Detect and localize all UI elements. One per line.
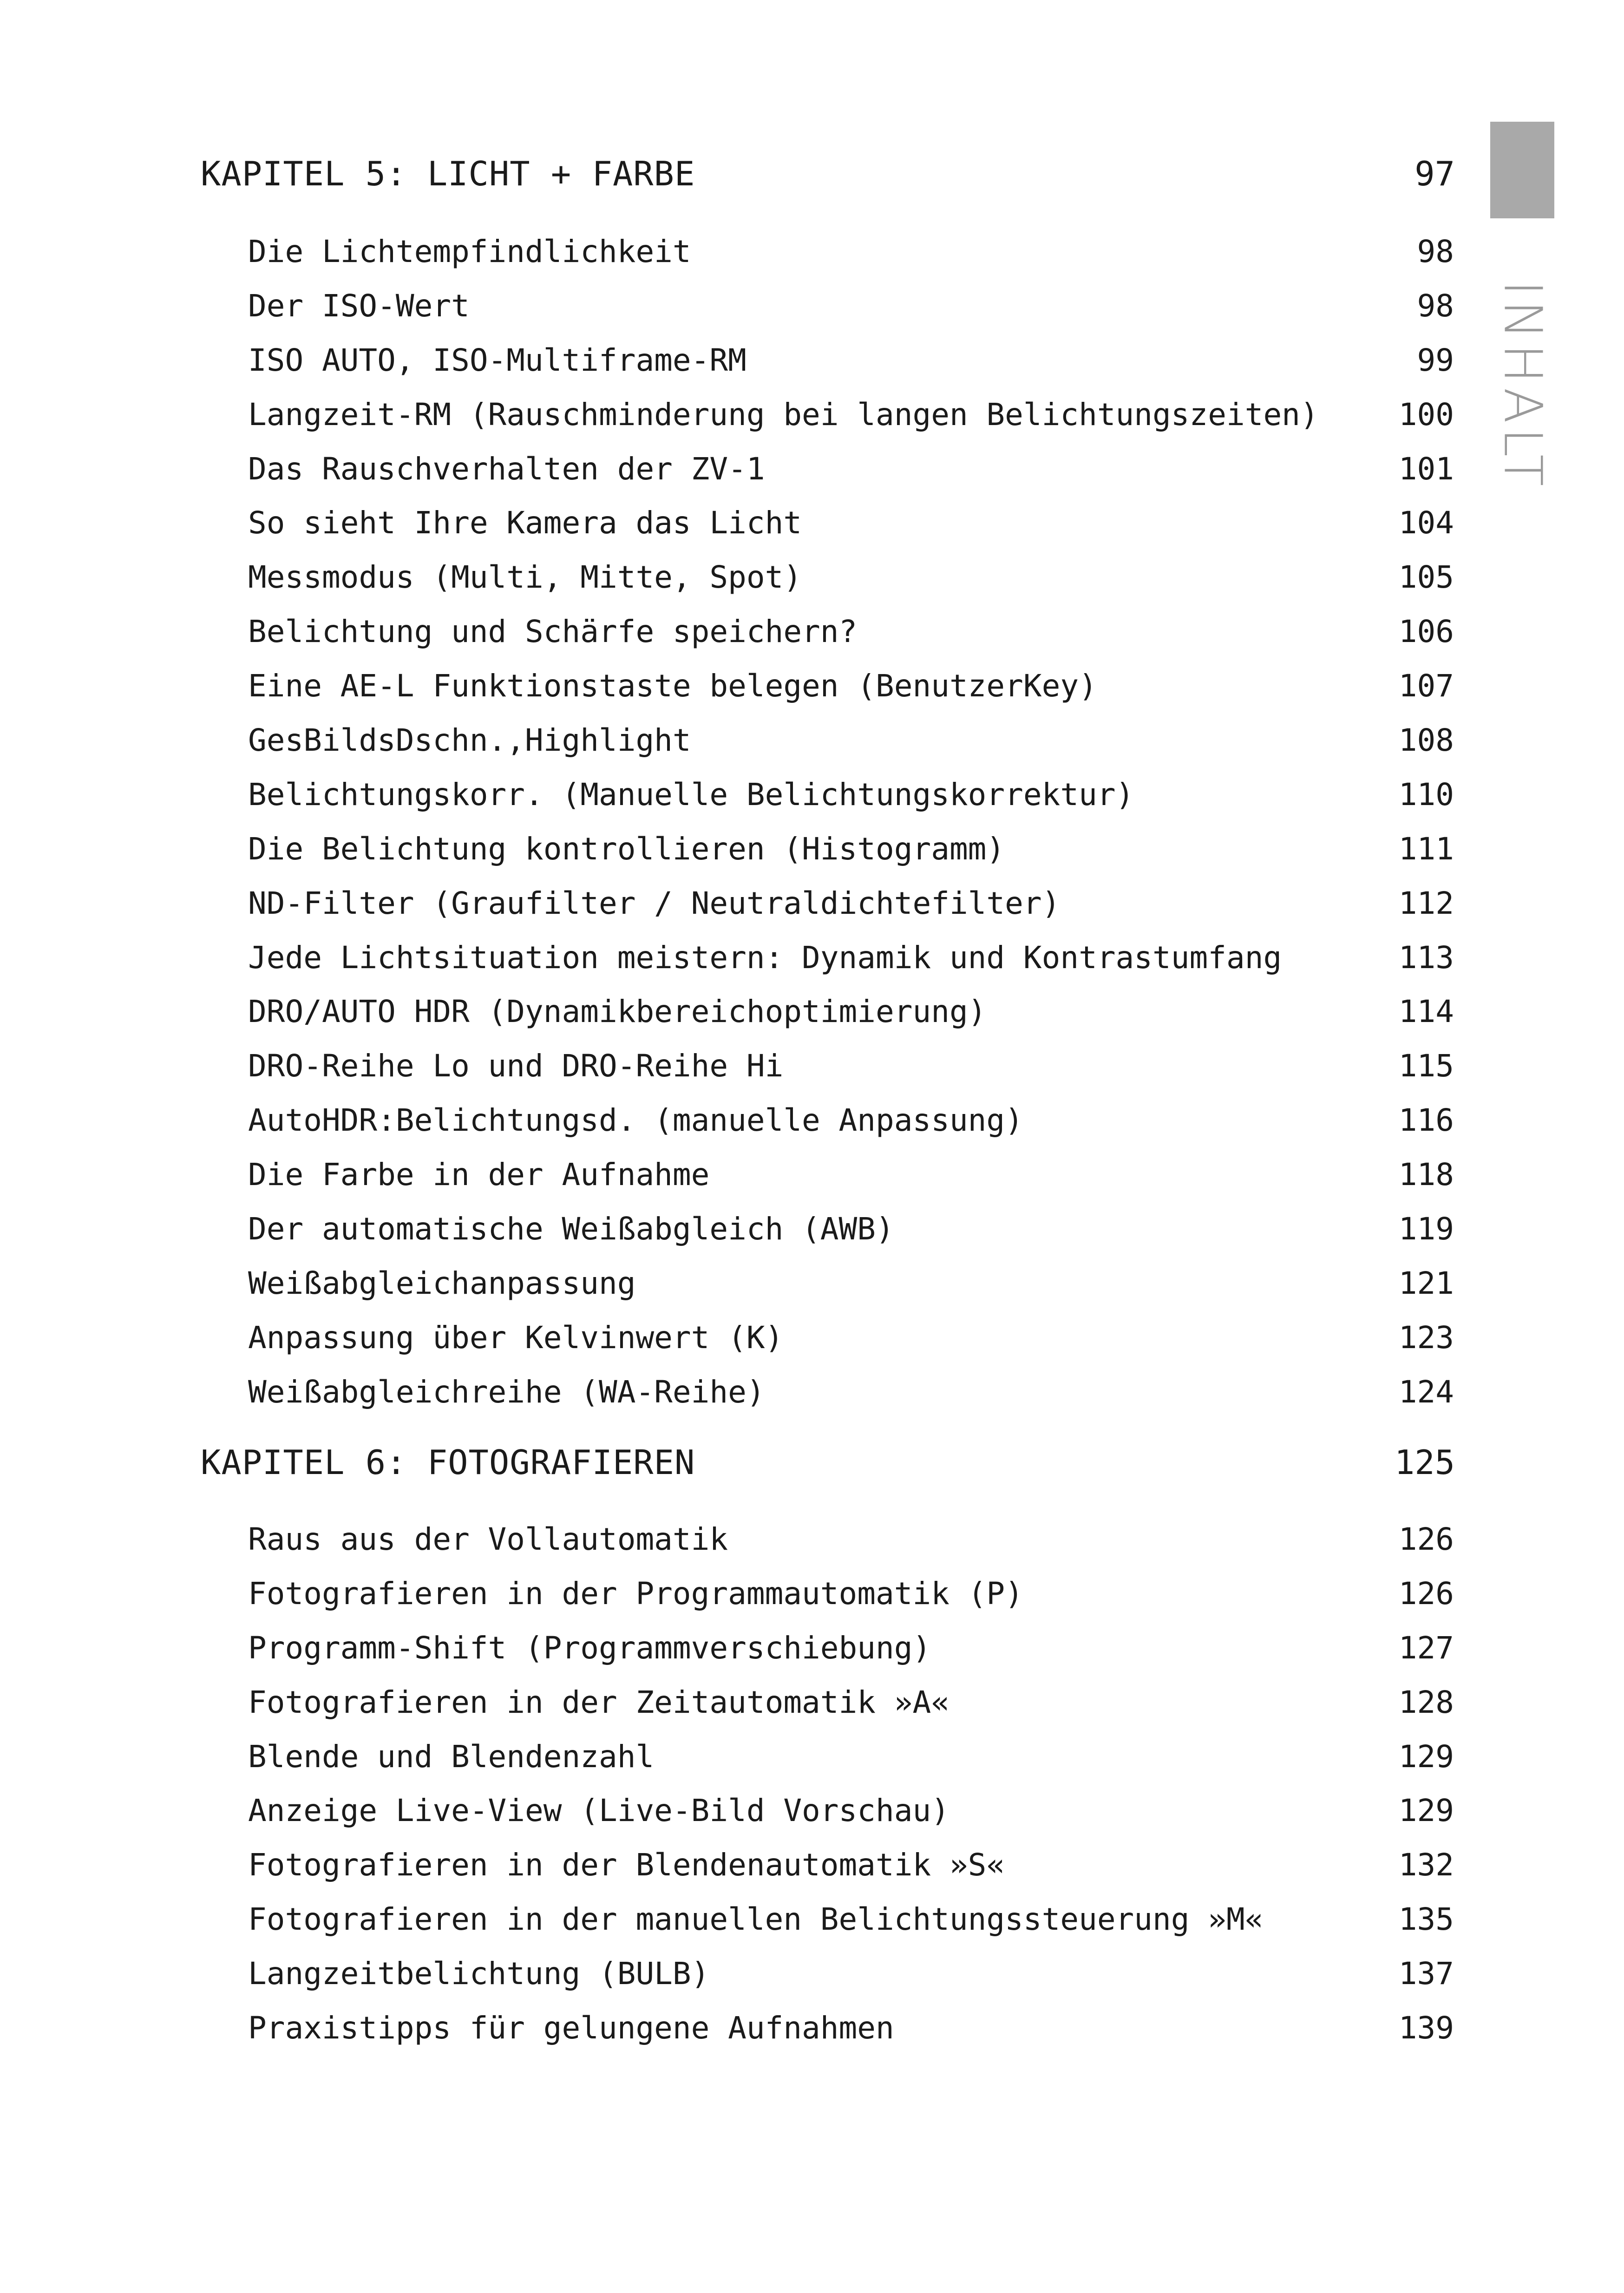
- toc-entry: [248, 1567, 1454, 1621]
- toc-entry-page: 116: [1398, 1102, 1454, 1139]
- toc-entry-title: Langzeit-RM (Rauschminderung bei langen Belichtungszeiten): [248, 396, 1319, 432]
- toc-entry-page: 100: [1398, 396, 1454, 432]
- toc-entry-page: 112: [1398, 885, 1454, 921]
- chapter-heading: [201, 146, 1455, 202]
- toc-entry-title: Der ISO-Wert: [248, 288, 470, 324]
- toc-list: [248, 225, 1454, 1420]
- toc-entry-page: 135: [1398, 1901, 1454, 1938]
- toc-entry: [248, 1947, 1454, 2001]
- toc-entry-title: Eine AE-L Funktionstaste belegen (BenutzerKey): [248, 668, 1097, 704]
- toc-entry: [248, 442, 1454, 497]
- chapter-page-number: 97: [1414, 154, 1455, 193]
- toc-entry: [248, 822, 1454, 877]
- toc-entry-title: Praxistipps für gelungene Aufnahmen: [248, 2010, 894, 2046]
- toc-entry-page: 137: [1398, 1956, 1454, 1992]
- toc-entry-page: 108: [1398, 722, 1454, 759]
- toc-entry-page: 123: [1398, 1319, 1454, 1356]
- toc-entry-page: 113: [1398, 939, 1454, 976]
- toc-entry-title: Anpassung über Kelvinwert (K): [248, 1319, 784, 1356]
- chapter-title: KAPITEL 5: LICHT + FARBE: [201, 154, 695, 193]
- toc-entry: [248, 388, 1454, 442]
- toc-entry-page: 114: [1398, 994, 1454, 1030]
- toc-entry: [248, 1039, 1454, 1094]
- toc-entry: [248, 225, 1454, 279]
- toc-entry-page: 107: [1398, 668, 1454, 704]
- toc-entry: [248, 1784, 1454, 1838]
- toc-entry-page: 104: [1398, 505, 1454, 541]
- toc-entry-title: Raus aus der Vollautomatik: [248, 1521, 728, 1557]
- toc-entry-title: Programm-Shift (Programmverschiebung): [248, 1630, 931, 1666]
- toc-entry-title: Belichtung und Schärfe speichern?: [248, 614, 858, 650]
- chapter-heading: [201, 1435, 1455, 1490]
- toc-entry-page: 115: [1398, 1048, 1454, 1084]
- toc-entry-title: Das Rauschverhalten der ZV-1: [248, 451, 765, 487]
- toc-entry: [248, 496, 1454, 550]
- toc-entry-title: ND-Filter (Graufilter / Neutraldichtefilter): [248, 885, 1061, 921]
- toc-entry-page: 127: [1398, 1630, 1454, 1666]
- toc-entry-title: Weißabgleichreihe (WA-Reihe): [248, 1374, 765, 1410]
- toc-entry-title: DRO/AUTO HDR (Dynamikbereichoptimierung): [248, 994, 987, 1030]
- toc-entry: [248, 1730, 1454, 1784]
- toc-entry-title: ISO AUTO, ISO-Multiframe-RM: [248, 342, 747, 378]
- toc-entry: [248, 1148, 1454, 1202]
- toc-entry-page: 126: [1398, 1575, 1454, 1612]
- chapter-page-number: 125: [1394, 1443, 1455, 1482]
- toc-entry-page: 98: [1417, 288, 1454, 324]
- toc-entry-title: Fotografieren in der Programmautomatik (P): [248, 1575, 1023, 1612]
- toc-list: [248, 1513, 1454, 2056]
- toc-entry-title: GesBildsDschn.,Highlight: [248, 722, 691, 759]
- toc-entry-page: 101: [1398, 451, 1454, 487]
- toc-entry: [248, 1202, 1454, 1257]
- toc-entry: [248, 1893, 1454, 1947]
- toc-entry-page: 139: [1398, 2010, 1454, 2046]
- toc-entry-title: Die Farbe in der Aufnahme: [248, 1157, 710, 1193]
- toc-entry: [248, 550, 1454, 605]
- toc-entry-title: DRO-Reihe Lo und DRO-Reihe Hi: [248, 1048, 784, 1084]
- toc-entry: [248, 1094, 1454, 1148]
- toc-entry-page: 121: [1398, 1265, 1454, 1301]
- section-label: [1491, 280, 1554, 491]
- section-label-text: INHALT: [1493, 280, 1553, 491]
- toc-entry: [248, 1513, 1454, 1567]
- toc-entry: [248, 1365, 1454, 1420]
- toc-entry-title: Fotografieren in der manuellen Belichtungssteuerung »M«: [248, 1901, 1264, 1938]
- toc-entry: [248, 1257, 1454, 1311]
- toc-entry-page: 118: [1398, 1157, 1454, 1193]
- toc-entry-page: 105: [1398, 559, 1454, 596]
- toc-entry-page: 126: [1398, 1521, 1454, 1557]
- toc-entry-page: 124: [1398, 1374, 1454, 1410]
- toc-entry-title: Belichtungskorr. (Manuelle Belichtungskorrektur): [248, 776, 1134, 812]
- toc-entry: [248, 877, 1454, 931]
- toc-entry-page: 119: [1398, 1211, 1454, 1247]
- toc-entry: [248, 1311, 1454, 1365]
- toc-entry-title: Blende und Blendenzahl: [248, 1738, 655, 1775]
- toc-entry-page: 99: [1417, 342, 1454, 378]
- toc-entry-title: Fotografieren in der Zeitautomatik »A«: [248, 1684, 950, 1720]
- toc-entry-title: So sieht Ihre Kamera das Licht: [248, 505, 802, 541]
- chapter-title: KAPITEL 6: FOTOGRAFIEREN: [201, 1443, 695, 1482]
- toc-entry-page: 129: [1398, 1793, 1454, 1829]
- toc-entry-title: Die Belichtung kontrollieren (Histogramm): [248, 831, 1005, 867]
- toc-entry-title: Weißabgleichanpassung: [248, 1265, 636, 1301]
- toc-entry: [248, 279, 1454, 334]
- toc-entry: [248, 768, 1454, 822]
- toc-entry-page: 111: [1398, 831, 1454, 867]
- toc-entry-title: Jede Lichtsituation meistern: Dynamik und Kontrastumfang: [248, 939, 1282, 976]
- toc-entry-title: Der automatische Weißabgleich (AWB): [248, 1211, 894, 1247]
- chapter-index-tab: [1490, 122, 1554, 218]
- toc-entry-page: 98: [1417, 234, 1454, 269]
- toc-entry: [248, 659, 1454, 714]
- toc-entry-page: 132: [1398, 1847, 1454, 1883]
- toc-entry-title: Messmodus (Multi, Mitte, Spot): [248, 559, 802, 596]
- toc-entry: [248, 714, 1454, 768]
- toc-entry-title: Anzeige Live-View (Live-Bild Vorschau): [248, 1793, 950, 1829]
- toc-entry-title: AutoHDR:Belichtungsd. (manuelle Anpassung): [248, 1102, 1023, 1139]
- toc-entry-title: Fotografieren in der Blendenautomatik »S«: [248, 1847, 1005, 1883]
- toc-entry: [248, 1676, 1454, 1730]
- toc-entry-page: 129: [1398, 1738, 1454, 1775]
- toc-entry: [248, 931, 1454, 985]
- toc-entry: [248, 605, 1454, 659]
- toc-entry-title: Die Lichtempfindlichkeit: [248, 234, 691, 269]
- toc-entry-title: Langzeitbelichtung (BULB): [248, 1956, 710, 1992]
- toc-entry-page: 106: [1398, 614, 1454, 650]
- toc-entry-page: 128: [1398, 1684, 1454, 1720]
- toc-entry: [248, 1621, 1454, 1676]
- toc-entry: [248, 334, 1454, 388]
- toc-entry: [248, 1838, 1454, 1893]
- toc-entry-page: 110: [1398, 776, 1454, 812]
- toc-entry: [248, 2001, 1454, 2056]
- toc-entry: [248, 985, 1454, 1039]
